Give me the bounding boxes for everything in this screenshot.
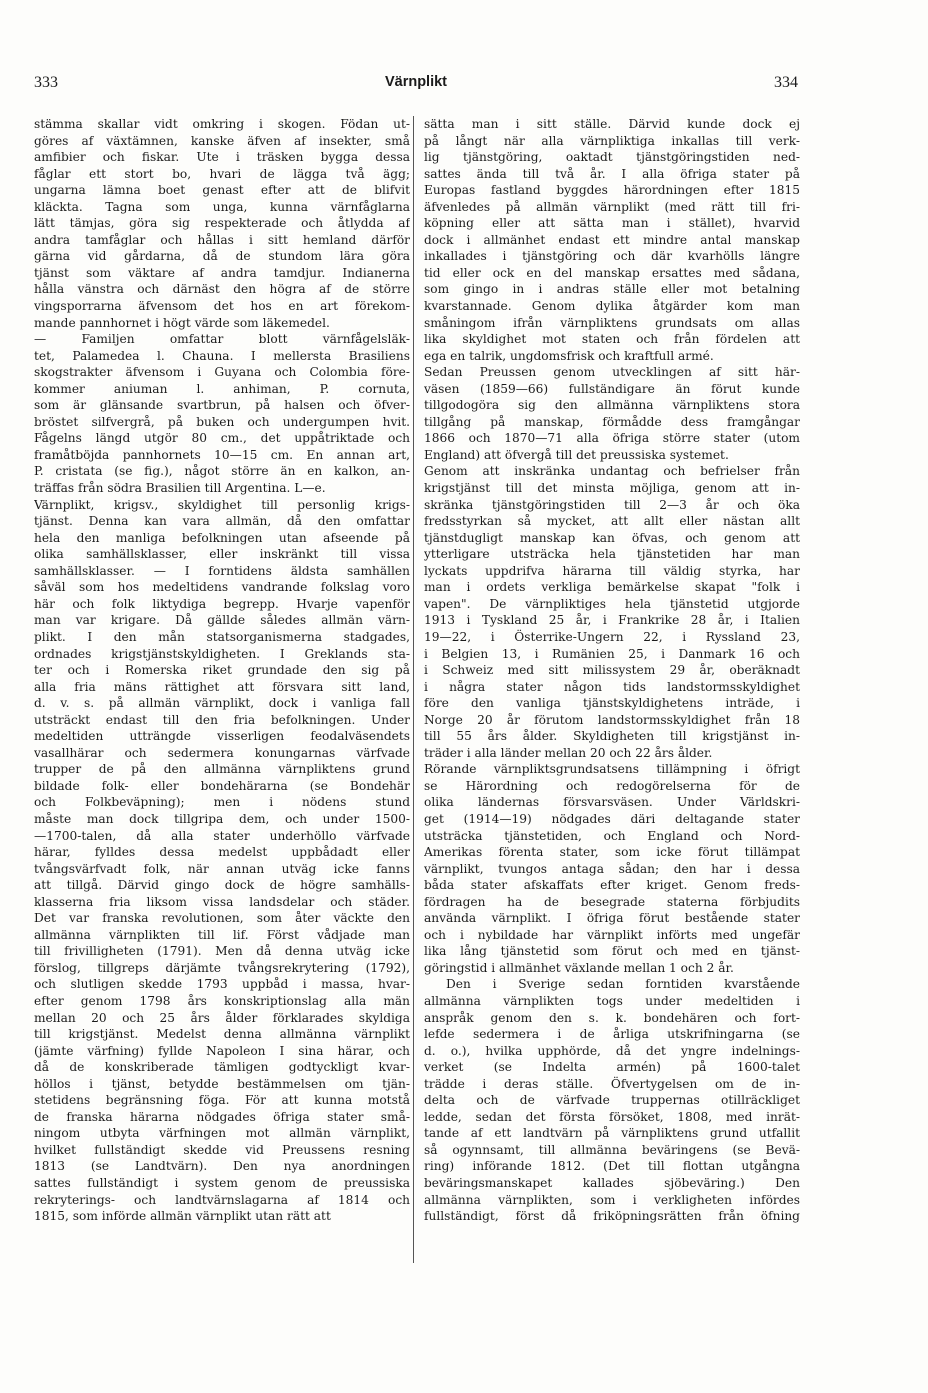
text-line: så ogynnsamt, till allmänna beväringens (se Bevä- (424, 1142, 800, 1157)
text-line: de franska härarna nödgades öfriga stater små- (34, 1109, 410, 1124)
text-line: Amerikas förenta stater, som icke förut tillämpat (424, 845, 800, 860)
text-line: stämma skallar vidt omkring i skogen. Födan ut- (34, 117, 410, 131)
text-line: såväl som hos medeltidens vandrande folkslag voro (34, 580, 410, 595)
text-line: träffas från södra Brasilien till Argentina. L—e. (34, 481, 326, 496)
text-line: ring) införande 1812. (Det till flottan utgångna (424, 1159, 800, 1174)
text-line: ningom utbyta värfningen mot allmän värnplikt, (34, 1126, 410, 1141)
text-line: d. o.), hvilka upphörde, då det yngre indelnings- (424, 1043, 800, 1058)
text-line: före den vanliga tjänstskyldighetens inträde, i (424, 696, 800, 711)
text-line: kläckta. Tagna som unga, kunna värnfåglarna (34, 199, 410, 214)
text-line: tillgodogöra sig den allmänna värnpliktens stora (424, 398, 800, 413)
text-line: Fågelns längd utgör 80 cm., det uppåtriktade och (34, 431, 410, 446)
text-line: gärna vid gårdarna, då de stundom lära göra (34, 249, 410, 264)
text-line: ledde, sedan det första försöket, 1808, med inrät- (424, 1109, 800, 1124)
text-line: alla fria mäns rättighet att försvara sitt land, (34, 679, 410, 694)
text-line: köpning eller att sätta man i stället), hvarvid (424, 216, 800, 231)
text-line: värnplikt, tvungos antaga sådan; den har i dessa (424, 861, 800, 876)
text-line: som gingo in i andras ställe eller mot betalning (424, 282, 800, 297)
text-line: se Härordning och redogörelserna för de (424, 778, 800, 793)
text-line: till krigstjänst. Medelst denna allmänna värnplikt (34, 1027, 410, 1042)
text-line: Värnplikt, krigsv., skyldighet till personlig krigs- (34, 497, 410, 512)
text-line: olika samhällsklasser, eller inskränkt till vissa (34, 547, 410, 562)
text-line: träder i alla länder mellan 20 och 22 års ålder. (424, 745, 713, 760)
text-line: på långt när alla värnpliktiga inkallas till verk- (424, 133, 800, 148)
text-line: kvarstannade. Genom dylika åtgärder kom man (424, 299, 800, 314)
text-line: d. v. s. på allmän värnplikt, dock i vanliga fall (34, 696, 410, 711)
text-line: i Belgien 13, i Rumänien 25, i Danmark 16 och (424, 646, 800, 661)
text-line: tjänst. Denna kan vara allmän, då den omfattar (34, 514, 410, 529)
text-line: amfibier och fiskar. Ute i träsken bygga dessa (34, 150, 410, 165)
text-line: mellan 20 och 25 års ålder förklarades skyldiga (34, 1010, 410, 1025)
text-line: skränka tjänstgöringstiden till 2—3 år och öka (424, 497, 800, 512)
text-line: lig tjänstgöring, oaktadt tjänstgöringstiden ned- (424, 150, 800, 165)
text-line: ytterligare utsträcka hela tjänstetiden har man (424, 547, 800, 562)
text-line: härar, fylldes dessa medelst uppbådadt eller (34, 845, 410, 860)
text-line: förslog, tillgreps därjämte tvångsrekrytering (1792), (34, 960, 410, 975)
text-line: allmänna värnplikten till lif. Först vådjade man (34, 927, 410, 942)
text-line: man var krigare. Då gällde således allmän värn- (34, 613, 410, 628)
text-line: trupper de på den allmänna värnpliktens grund (34, 762, 410, 777)
text-line: hvilket fullständigt skedde vid Preussens resning (34, 1142, 410, 1157)
text-line: fredsstyrkan så mycket, att allt eller nästan allt (424, 514, 800, 529)
left-column (34, 116, 410, 1225)
text-line: lyckats uppdrifva härarna till väldig styrka, har (424, 563, 800, 578)
text-line: lika lång tjänstetid som förut och med en tjänst- (424, 944, 800, 959)
text-line: måste man dock tillgripa dem, och under 1500- (34, 811, 410, 826)
text-line: äfvenledes på allmän värnplikt (med rätt till fri- (424, 199, 800, 214)
text-line: till 55 års ålder. Skyldigheten till krigstjänst in- (424, 729, 800, 744)
text-line: höllos i tjänst, betydde bestämmelsen om tjän- (34, 1076, 410, 1091)
text-line: rekryterings- och landtvärnslagarna af 1814 och (34, 1192, 410, 1207)
text-line: beväringsmanskapet kallades sjöbeväring.) Den (424, 1176, 800, 1190)
text-line: Sedan Preussen genom utvecklingen af sitt här- (424, 365, 800, 380)
text-line: framåtböjda pannhornets 10—15 cm. En annan art, (34, 447, 410, 462)
text-line: bildade folk- eller bondehärarna (se Bondehär (34, 778, 410, 793)
text-line: använda värnplikt. I öfriga förut bestående stater (424, 911, 800, 926)
text-line: Europas fastland byggdes härordningen efter 1815 (424, 183, 800, 198)
text-line: fördragen ha de besegrade staterna förbjudits (424, 894, 800, 909)
text-line: —1700-talen, då alla stater underhöllo värfvade (34, 828, 410, 843)
page-header (34, 74, 798, 94)
text-line: lika skyldighet mot staten och från fördelen att (424, 332, 800, 347)
text-line: Genom att inskränka undantag och befrielser från (424, 464, 800, 479)
text-line: att tillgå. Därvid gingo dock de högre samhälls- (34, 878, 410, 893)
right-column (424, 116, 800, 1225)
text-line: Den i Sverige sedan forntiden kvarstående (446, 977, 800, 992)
text-line: hålla vänstra och därnäst den högra af de större (34, 282, 410, 297)
text-line: 1866 och 1870—71 alla öfriga större stater (utom (424, 431, 800, 446)
text-line: båda stater afskaffats efter kriget. Genom freds- (424, 878, 800, 893)
text-line: utsträckt endast till den fria befolkningen. Under (34, 712, 410, 727)
page-number-left: 333 (34, 74, 58, 91)
text-line: här och folk liktydiga begrepp. Hvarje vapenför (34, 596, 410, 611)
text-line: i några stater någon tids landstormsskyldighet (424, 679, 800, 694)
text-line: tjänstdugligt manskap kan öfvas, och genom att (424, 530, 800, 545)
text-line: vasallhärar och sedermera konungarnas värfvade (34, 745, 410, 760)
text-line: hela den manliga befolkningen utan afseende på (34, 530, 410, 545)
text-line: vingsporrarna äfvensom det hos en art förekom- (34, 299, 410, 314)
text-line: lefde sedermera i de årliga utskrifningarna (se (424, 1027, 800, 1042)
text-line: plikt. I den mån statsorganismerna stadgades, (34, 629, 410, 644)
text-line: och slutligen skedde 1793 uppbåd i massa, hvar- (34, 977, 410, 992)
text-line: sätta man i sitt ställe. Därvid kunde dock ej (424, 117, 800, 131)
text-line: P. cristata (se fig.), något större än en kalkon, an- (34, 464, 410, 479)
text-line: kommer aniuman l. anhiman, P. cornuta, (34, 381, 410, 396)
text-line: klasserna fria liksom vissa landsdelar och städer. (34, 894, 410, 909)
text-line: lätt tämjas, göra sig respekterade och åtlydda af (34, 216, 410, 231)
text-line: allmänna värnplikten togs under medeltiden i (424, 993, 800, 1008)
text-line: 1813 (se Landtvärn). Den nya anordningen (34, 1159, 410, 1174)
text-line: inkallades i tjänstgöring och där kvarhölls längre (424, 249, 800, 264)
text-line: skogstrakter äfvensom i Guyana och Colombia före- (34, 365, 410, 380)
text-line: då de konskriberade tämligen godtyckligt kvar- (34, 1060, 410, 1075)
text-line: småningom ifrån värnpliktens grundsats om allas (424, 315, 800, 330)
text-line: tvångsvärfvadt folk, när annan utväg icke fanns (34, 861, 410, 876)
text-line: ega en talrik, ungdomsfrisk och kraftfull armé. (424, 348, 714, 363)
text-line: tet, Palamedea l. Chauna. I mellersta Brasiliens (34, 348, 410, 363)
text-line: verket (se Indelta armén) på 1600-talet (424, 1060, 800, 1075)
text-line: delta och de värfvade truppernas otillräckliget (424, 1093, 800, 1108)
text-line: olika ländernas försvarsväsen. Under Världskri- (424, 795, 800, 810)
text-line: efter genom 1798 års konskriptionslag alla män (34, 993, 410, 1008)
text-line: 1913 i Tyskland 25 år, i Frankrike 28 år, i Italien (424, 613, 800, 628)
text-line: stetidens begränsning föga. För att kunna motstå (34, 1093, 410, 1108)
text-line: vapen". De värnpliktiges hela tjänstetid utgjorde (424, 596, 800, 611)
text-line: tid eller ock en del manskap ersattes med sådana, (424, 265, 800, 280)
text-line: sattes fullständigt i system genom de preussiska (34, 1176, 410, 1190)
text-line: Det var franska revolutionen, som åter väckte den (34, 911, 410, 926)
text-line: ordnades krigstjänstskyldigheten. I Greklands sta- (34, 646, 410, 661)
text-line: tande af ett landtvärn på värnpliktens grund utfallit (424, 1126, 800, 1141)
text-line: göres af växtämnen, kanske äfven af insekter, små (34, 133, 410, 148)
text-line: ter och i Romerska riket grundade den sig på (34, 663, 410, 678)
text-line: 19—22, i Österrike-Ungern 22, i Ryssland 23, (424, 629, 800, 644)
text-line: — Familjen omfattar blott värnfågelsläk- (34, 332, 410, 347)
text-line: anspråk genom den s. k. bondehären och fort- (424, 1010, 800, 1025)
text-line: och i nybildade har värnplikt införts med ungefär (424, 927, 800, 942)
page-number-right: 334 (774, 74, 798, 91)
text-line: dock i allmänhet endast ett mindre antal manskap (424, 232, 800, 247)
text-line: (jämte värfning) fyllde Napoleon I sina härar, och (34, 1043, 410, 1058)
text-line: 1815, som införde allmän värnplikt utan rätt att (34, 1209, 331, 1224)
text-line: väsen (1859—66) fullständigare än förut kunde (424, 381, 800, 396)
text-line: fåglar ett stort bo, hvari de lägga två ägg; (34, 166, 410, 181)
text-line: allmänna värnplikten, som i verkligheten infördes (424, 1192, 800, 1207)
text-line: fullständigt, först då friköpningsrätten från öfning (424, 1209, 800, 1224)
text-line: medeltiden utträngde visserligen feodalväsendets (34, 729, 410, 744)
text-line: sattes ända till två år. I alla öfriga stater på (424, 166, 800, 181)
text-line: mande pannhornet i högt värde som läkemedel. (34, 315, 330, 330)
page-title: Värnplikt (384, 74, 448, 90)
text-line: get (1914—19) nödgades däri deltagande stater (424, 811, 800, 826)
text-line: tillgång på manskap, förmådde dess framgångar (424, 414, 800, 429)
text-line: i Schweiz med sitt milissystem 29 år, oberäknadt (424, 663, 800, 678)
text-line: bröstet silfvergrå, på buken och undergumpen hvit. (34, 414, 410, 429)
text-line: utsträcka tjänstetiden, och England och Nord- (424, 828, 800, 843)
text-line: krigstjänst till det minsta möjliga, genom att in- (424, 481, 800, 496)
text-line: trädde i deras ställe. Öfvertygelsen om de in- (424, 1076, 800, 1091)
column-divider (413, 116, 414, 1263)
text-line: ungarna lämna boet genast efter att de blifvit (34, 183, 410, 198)
text-line: Rörande värnpliktsgrundsatsens tillämpning i öfrigt (424, 762, 800, 777)
text-line: samhällsklasser. — I forntidens äldsta samhällen (34, 563, 410, 578)
text-line: andra tamfåglar och hållas i sitt hemland därför (34, 232, 410, 247)
text-line: man i ordets verkliga bemärkelse skapat "folk i (424, 580, 800, 595)
text-line: tjänst som väktare af andra tamdjur. Indianerna (34, 265, 410, 280)
text-line: göringstid i allmänhet växlande mellan 1 och 2 år. (424, 960, 734, 975)
text-line: Norge 20 år förutom landstormsskyldighet från 18 (424, 712, 800, 727)
text-line: England) att öfvergå till det preussiska systemet. (424, 447, 729, 462)
text-line: som är glänsande svartbrun, på halsen och öfver- (34, 398, 410, 413)
text-line: och Folkbeväpning); men i nödens stund (34, 795, 410, 810)
text-line: till frivilligheten (1791). Men då denna utväg icke (34, 944, 410, 959)
